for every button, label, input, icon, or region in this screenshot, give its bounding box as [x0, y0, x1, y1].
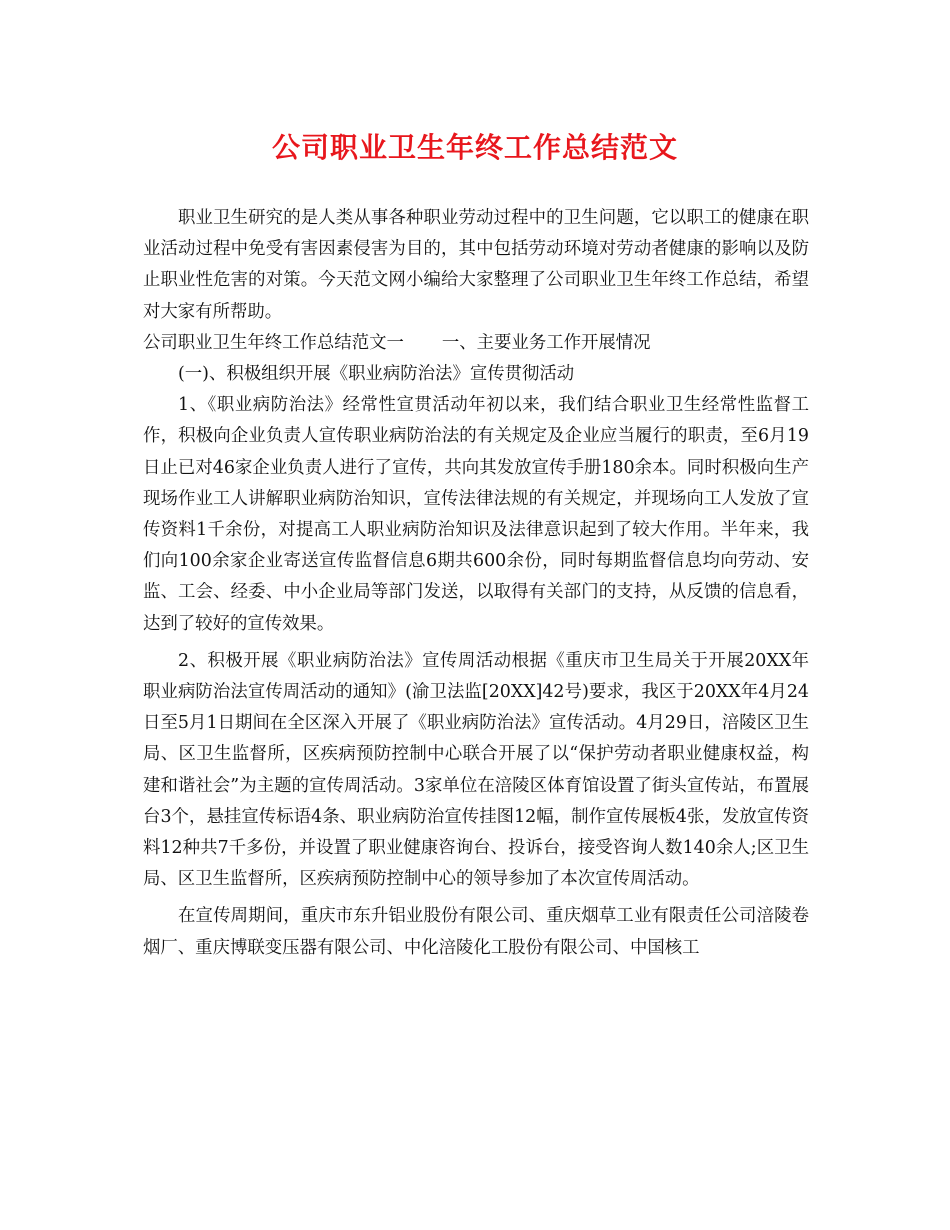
section-heading-line [143, 328, 809, 359]
main-heading: 一、主要业务工作开展情况 [441, 332, 651, 353]
document-body [143, 203, 809, 964]
section-title: 公司职业卫生年终工作总结范文一 [143, 332, 404, 353]
intro-paragraph: 职业卫生研究的是人类从事各种职业劳动过程中的卫生问题，它以职工的健康在职业活动过程中免受有害因素侵害为目的，其中包括劳动环境对劳动者健康的影响以及防止职业性危害的对策。今天范文网小编给大家整理了公司职业卫生年终工作总结，希望对大家有所帮助。 [143, 208, 809, 322]
subheading: (一)、积极组织开展《职业病防治法》宣传贯彻活动 [178, 364, 575, 385]
paragraph-2: 2、积极开展《职业病防治法》宣传周活动根据《重庆市卫生局关于开展20XX年职业病防治法宣传周活动的通知》(渝卫法监[20XX]42号)要求，我区于20XX年4月24日至5月1日期间在全区深入开展了《职业病防治法》宣传活动。4月29日，涪陵区卫生局、区卫生监督所，区疾病预防控制中心联合开展了以“保护劳动者职业健康权益，构建和谐社会”为主题的宣传周活动。3家单位在涪陵区体育馆设置了街头宣传站，布置展台3个，悬挂宣传标语4条、职业病防治宣传挂图12幅，制作宣传展板4张，发放宣传资料12种共7千多份，并设置了职业健康咨询台、投诉台，接受咨询人数140余人;区卫生局、区卫生监督所，区疾病预防控制中心的领导参加了本次宣传周活动。 [143, 650, 809, 890]
document-title: 公司职业卫生年终工作总结范文 [271, 131, 678, 164]
paragraph-3: 在宣传周期间，重庆市东升铝业股份有限公司、重庆烟草工业有限责任公司涪陵卷烟厂、重庆博联变压器有限公司、中化涪陵化工股份有限公司、中国核工 [143, 906, 809, 958]
paragraph-1: 1、《职业病防治法》经常性宣贯活动年初以来，我们结合职业卫生经常性监督工作，积极向企业负责人宣传职业病防治法的有关规定及企业应当履行的职责，至6月19日止已对46家企业负责人进行了宣传，共向其发放宣传手册180余本。同时积极向生产现场作业工人讲解职业病防治知识，宣传法律法规的有关规定，并现场向工人发放了宣传资料1千余份，对提高工人职业病防治知识及法律意识起到了较大作用。半年来，我们向100余家企业寄送宣传监督信息6期共600余份，同时每期监督信息均向劳动、安监、工会、经委、中小企业局等部门发送，以取得有关部门的支持，从反馈的信息看，达到了较好的宣传效果。 [143, 395, 809, 634]
